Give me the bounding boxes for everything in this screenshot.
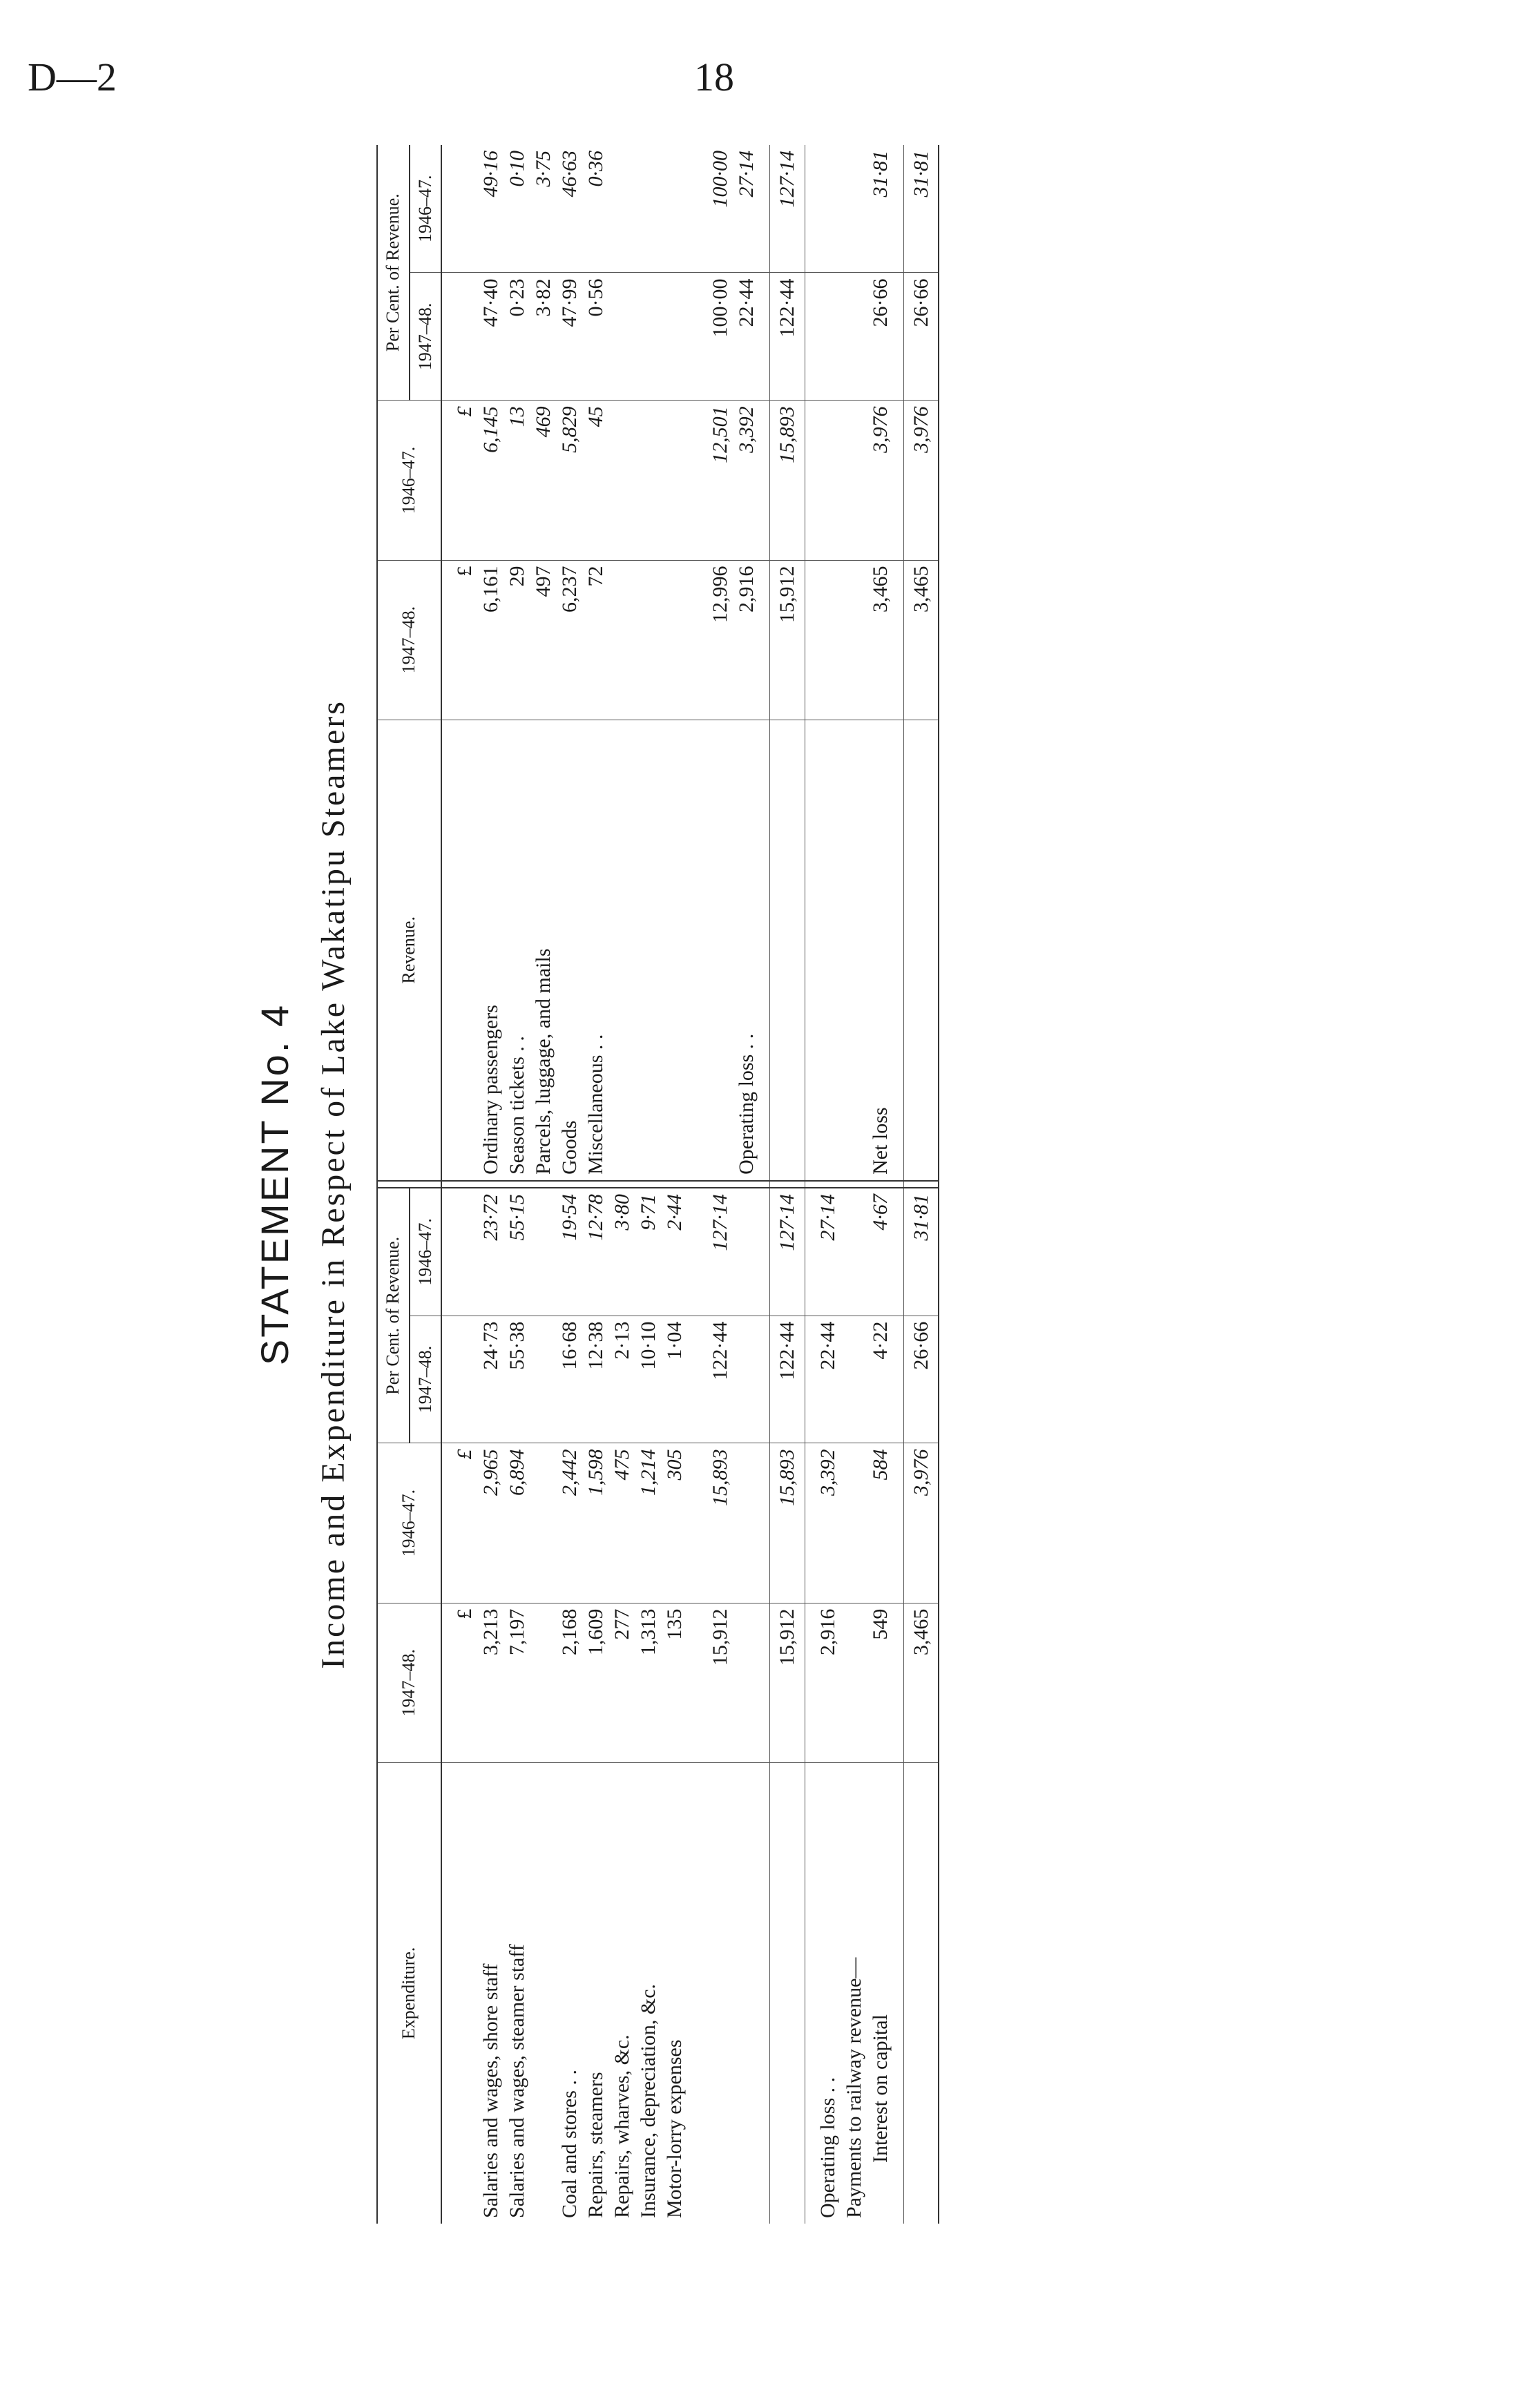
rev-value: 5,829	[558, 406, 581, 453]
exp-value: 6,894	[506, 1449, 528, 1496]
pound-sign: £	[453, 1449, 476, 1460]
exp-total2-p2: 31·81	[903, 1188, 939, 1316]
exp-total1-p2: 127·14	[770, 1188, 805, 1316]
exp-pct: 9·71	[637, 1194, 660, 1231]
net-loss-label: Net loss	[868, 1107, 892, 1175]
exp-operating-loss-label: Operating loss . .	[816, 2077, 839, 2218]
rotated-statement	[245, 145, 1233, 2224]
expenditure-items	[441, 1762, 698, 2224]
rev-total1-v2: 15,893	[770, 401, 805, 560]
exp-subtotal-p1: 122·44	[698, 1316, 770, 1443]
rev-pct-year2-header: 1946–47.	[410, 145, 442, 273]
exp-subtotal-v2: 15,893	[698, 1443, 770, 1603]
exp-label: Insurance, depreciation, &c.	[637, 1983, 660, 2218]
net-loss-p1: 26·66	[868, 278, 892, 327]
exp-value: 7,197	[506, 1608, 528, 1656]
exp-operating-loss-p2: 27·14	[816, 1194, 839, 1241]
exp-pct: 2·13	[611, 1321, 633, 1360]
pound-sign: £	[453, 406, 476, 417]
rev-pct: 46·63	[558, 151, 581, 198]
exp-pct: 2·44	[663, 1194, 686, 1231]
exp-pct: 24·73	[479, 1321, 502, 1370]
rev-subtotal-p1: 100·00	[709, 278, 731, 338]
rev-pct: 0·56	[584, 278, 607, 317]
rev-pct: 0·10	[506, 151, 528, 187]
exp-pct: 10·10	[637, 1321, 660, 1370]
rev-pct: 0·36	[584, 151, 607, 187]
rev-pct: 49·16	[479, 151, 502, 198]
pound-sign: £	[453, 566, 476, 577]
rev-value: 6,161	[479, 566, 502, 613]
rev-subtotal-v2: 12,501	[709, 406, 731, 463]
rev-pct: 47·40	[479, 278, 502, 327]
interest-v1: 549	[868, 1608, 892, 1640]
rev-value: 6,237	[558, 566, 581, 613]
exp-pct: 19·54	[558, 1194, 581, 1241]
net-loss-v2: 3,976	[868, 406, 892, 453]
rev-label: Season tickets . .	[506, 1036, 528, 1175]
rev-operating-loss-v1: 2,916	[735, 566, 758, 613]
payments-label: Payments to railway revenue—	[842, 1957, 865, 2218]
exp-value: 3,213	[479, 1608, 502, 1656]
exp-value: 2,168	[558, 1608, 581, 1656]
exp-value: 1,609	[584, 1608, 607, 1656]
rev-year2-values	[441, 401, 698, 560]
exp-label: Salaries and wages, shore staff	[479, 1963, 502, 2218]
exp-label: Coal and stores . .	[558, 2070, 581, 2218]
exp-value: 475	[611, 1449, 633, 1481]
exp-pct: 12·78	[584, 1194, 607, 1241]
interest-label: Interest on capital	[868, 2014, 892, 2163]
total-row-1	[770, 145, 805, 2224]
statement-subtitle: Income and Expenditure in Respect of Lake Wakatipu Steamers	[315, 700, 352, 1669]
rev-value: 469	[532, 406, 555, 438]
exp-pct-header: Per Cent. of Revenue.	[377, 1188, 410, 1443]
exp-pct: 16·68	[558, 1321, 581, 1370]
rev-pct: 0·23	[506, 278, 528, 317]
exp-total2-v2: 3,976	[903, 1443, 939, 1603]
exp-operating-loss-v1: 2,916	[816, 1608, 839, 1656]
exp-value: 135	[663, 1608, 686, 1640]
exp-value: 1,214	[637, 1449, 660, 1496]
exp-total2-v1: 3,465	[903, 1603, 939, 1762]
exp-total2-p1: 26·66	[903, 1316, 939, 1443]
exp-subtotal-v1: 15,912	[698, 1603, 770, 1762]
exp-value: 2,965	[479, 1449, 502, 1496]
exp-value: 277	[611, 1608, 633, 1640]
exp-pct2-values	[441, 1188, 698, 1316]
pound-sign: £	[453, 1608, 476, 1619]
rev-label: Parcels, luggage, and mails	[532, 948, 555, 1175]
income-expenditure-table	[376, 145, 939, 2224]
rev-year1-header: 1947–48.	[377, 560, 441, 720]
rev-operating-loss-p1: 22·44	[735, 278, 758, 327]
exp-pct-year2-header: 1946–47.	[410, 1188, 442, 1316]
exp-pct: 3·80	[611, 1194, 633, 1231]
rev-pct: 47·99	[558, 278, 581, 327]
rev-total2-v1: 3,465	[903, 560, 939, 720]
interest-p1: 4·22	[868, 1321, 892, 1360]
rev-value: 29	[506, 566, 528, 587]
exp-subtotal-p2: 127·14	[698, 1188, 770, 1316]
rev-value: 6,145	[479, 406, 502, 453]
exp-pct: 1·04	[663, 1321, 686, 1360]
exp-label: Repairs, steamers	[584, 2072, 607, 2218]
rev-total1-p1: 122·44	[770, 273, 805, 401]
rev-pct-year1-header: 1947–48.	[410, 273, 442, 401]
exp-value: 1,598	[584, 1449, 607, 1496]
exp-value: 2,442	[558, 1449, 581, 1496]
rev-pct1-values	[441, 273, 698, 401]
rev-year1-values	[441, 560, 698, 720]
revenue-items	[441, 720, 698, 1181]
exp-pct: 23·72	[479, 1194, 502, 1241]
rev-year2-header: 1946–47.	[377, 401, 441, 560]
rev-value: 13	[506, 406, 528, 427]
rev-operating-loss-label: Operating loss . .	[735, 1033, 758, 1175]
rev-subtotal-v1: 12,996	[709, 566, 731, 624]
rev-operating-loss-p2: 27·14	[735, 151, 758, 198]
rev-value: 72	[584, 566, 607, 587]
exp-year2-values	[441, 1443, 698, 1603]
page-number: 18	[694, 55, 734, 99]
rev-pct-header: Per Cent. of Revenue.	[377, 145, 410, 401]
statement-title: STATEMENT No. 4	[253, 1003, 296, 1366]
exp-label: Salaries and wages, steamer staff	[506, 1944, 528, 2218]
net-loss-p2: 31·81	[868, 151, 892, 198]
exp-year1-header: 1947–48.	[377, 1603, 441, 1762]
rev-pct: 3·82	[532, 278, 555, 317]
expenditure-header: Expenditure.	[377, 1762, 441, 2224]
exp-pct: 12·38	[584, 1321, 607, 1370]
subtotal-row	[698, 145, 770, 2224]
rev-total2-v2: 3,976	[903, 401, 939, 560]
exp-label: Motor-lorry expenses	[663, 2039, 686, 2218]
exp-value: 305	[663, 1449, 686, 1481]
rev-label: Goods	[558, 1120, 581, 1175]
page-reference: D—2	[28, 55, 117, 99]
rev-total1-p2: 127·14	[770, 145, 805, 273]
exp-pct-year1-header: 1947–48.	[410, 1316, 442, 1443]
exp-year2-header: 1946–47.	[377, 1443, 441, 1603]
rev-total2-p1: 26·66	[903, 273, 939, 401]
exp-pct: 55·15	[506, 1194, 528, 1241]
exp-value: 1,313	[637, 1608, 660, 1656]
rev-total1-v1: 15,912	[770, 560, 805, 720]
exp-year1-values	[441, 1603, 698, 1762]
interest-v2: 584	[868, 1449, 892, 1481]
rev-subtotal-p2: 100·00	[709, 151, 731, 208]
interest-p2: 4·67	[868, 1194, 892, 1231]
exp-total1-p1: 122·44	[770, 1316, 805, 1443]
revenue-header: Revenue.	[377, 720, 441, 1181]
rev-pct2-values	[441, 145, 698, 273]
rev-label: Miscellaneous . .	[584, 1034, 607, 1175]
total-row-2	[903, 145, 939, 2224]
exp-pct1-values	[441, 1316, 698, 1443]
loss-section	[805, 145, 903, 2224]
exp-label: Repairs, wharves, &c.	[611, 2034, 633, 2218]
rev-total2-p2: 31·81	[903, 145, 939, 273]
exp-total1-v1: 15,912	[770, 1603, 805, 1762]
rev-pct: 3·75	[532, 151, 555, 187]
net-loss-v1: 3,465	[868, 566, 892, 613]
exp-total1-v2: 15,893	[770, 1443, 805, 1603]
rev-value: 45	[584, 406, 607, 427]
rev-operating-loss-v2: 3,392	[735, 406, 758, 453]
exp-operating-loss-p1: 22·44	[816, 1321, 839, 1370]
rev-label: Ordinary passengers	[479, 1005, 502, 1175]
rev-value: 497	[532, 566, 555, 597]
exp-pct: 55·38	[506, 1321, 528, 1370]
exp-operating-loss-v2: 3,392	[816, 1449, 839, 1496]
